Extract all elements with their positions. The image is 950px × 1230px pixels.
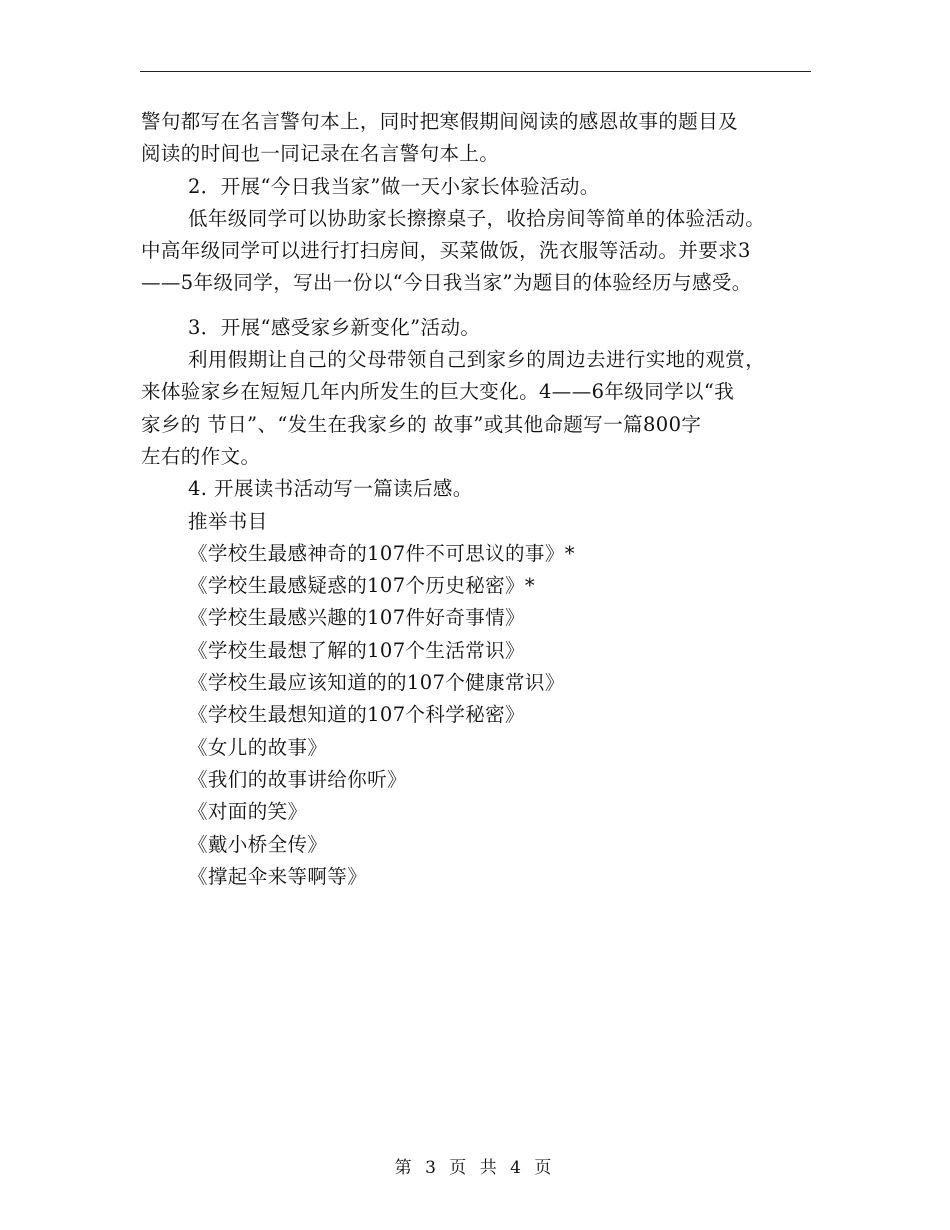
list-item: 《学校生最应该知道的的107个健康常识》 xyxy=(188,671,565,695)
list-item: 《对面的笑》 xyxy=(188,800,308,824)
list-item: 《学校生最感神奇的107件不可思议的事》* xyxy=(188,541,575,565)
book-list xyxy=(141,538,831,893)
list-item: 《学校生最感兴趣的107件好奇事情》 xyxy=(188,606,525,630)
section-heading-4: 4. 开展读书活动写一篇读后感。 xyxy=(188,477,473,501)
list-item: 《学校生最想知道的107个科学秘密》 xyxy=(188,703,525,727)
text-line: 中高年级同学可以进行打扫房间，买菜做饭，洗衣服等活动。并要求3 xyxy=(141,239,751,263)
page-footer: 第 3 页 共 4 页 xyxy=(394,1158,556,1178)
text-line: 低年级同学可以协助家长擦擦桌子，收拾房间等简单的体验活动。 xyxy=(188,206,766,230)
list-item: 《学校生最想了解的107个生活常识》 xyxy=(188,638,525,662)
list-item: 《学校生最感疑惑的107个历史秘密》* xyxy=(188,574,536,598)
text-line: 利用假期让自己的父母带领自己到家乡的周边去进行实地的观赏， xyxy=(188,348,766,372)
section-heading-2: 2．开展“今日我当家”做一天小家长体验活动。 xyxy=(188,174,600,198)
text-line: ——5年级同学，写出一份以“今日我当家”为题目的体验经历与感受。 xyxy=(141,271,752,295)
list-item: 《我们的故事讲给你听》 xyxy=(188,767,407,791)
list-item: 《女儿的故事》 xyxy=(188,735,328,759)
text-line: 来体验家乡在短短几年内所发生的巨大变化。4——6年级同学以“我 xyxy=(141,380,735,404)
text-line: 阅读的时间也一同记录在名言警句本上。 xyxy=(141,142,500,166)
text-line: 警句都写在名言警句本上，同时把寒假期间阅读的感恩故事的题目及 xyxy=(141,110,739,133)
text-line: 家乡的 节日”、“发生在我家乡的 故事”或其他命题写一篇800字 xyxy=(141,412,702,436)
section-heading-3: 3．开展“感受家乡新变化”活动。 xyxy=(188,315,481,339)
list-item: 《戴小桥全传》 xyxy=(188,832,328,856)
list-item: 《撑起伞来等啊等》 xyxy=(188,864,368,888)
books-title: 推举书目 xyxy=(188,509,268,533)
paragraph-gap xyxy=(141,300,831,312)
text-line: 左右的作文。 xyxy=(141,444,261,468)
header-rule xyxy=(140,71,811,72)
document-body xyxy=(141,106,831,893)
